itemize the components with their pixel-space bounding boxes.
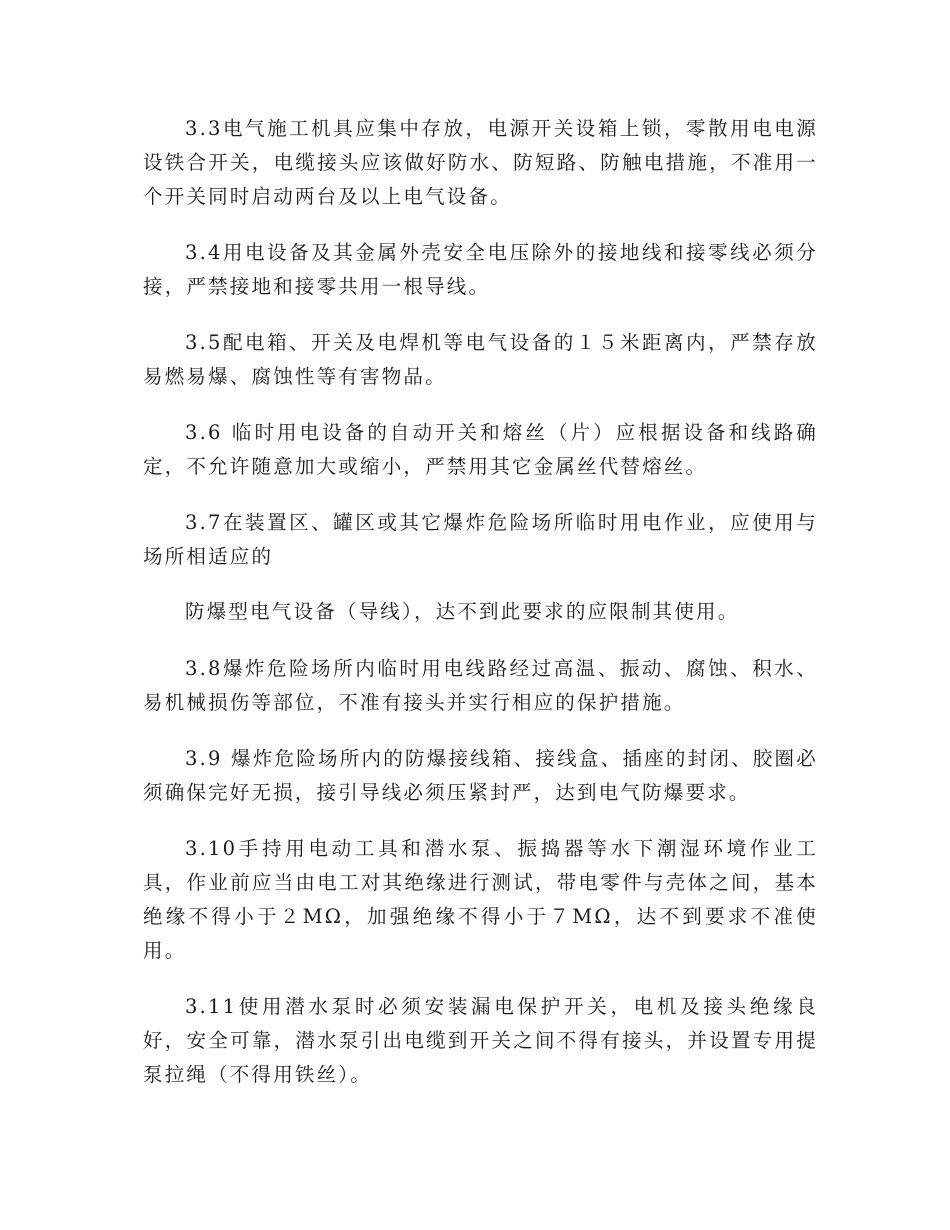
paragraph-3-8: 3.8爆炸危险场所内临时用电线路经过高温、振动、腐蚀、积水、易机械损伤等部位，不准有接头并实行相应的保护措施。 [143,657,818,714]
paragraph-3-10: 3.10手持用电动工具和潜水泵、振捣器等水下潮湿环境作业工具，作业前应当由电工对其绝缘进行测试，带电零件与壳体之间，基本绝缘不得小于２MΩ，加强绝缘不得小于７MΩ，达不到要求不准使用。 [143,837,818,962]
paragraph-3-7: 3.7在装置区、罐区或其它爆炸危险场所临时用电作业，应使用与场所相适应的 [143,511,818,568]
paragraph-3-11: 3.11使用潜水泵时必须安装漏电保护开关，电机及接头绝缘良好，安全可靠，潜水泵引出电缆到开关之间不得有接头，并设置专用提泵拉绳（不得用铁丝）。 [143,995,818,1086]
paragraph-3-3: 3.3电气施工机具应集中存放，电源开关设箱上锁，零散用电电源设铁合开关，电缆接头应该做好防水、防短路、防触电措施，不准用一个开关同时启动两台及以上电气设备。 [143,117,818,208]
paragraph-3-7-continued: 防爆型电气设备（导线），达不到此要求的应限制其使用。 [185,600,740,623]
paragraph-3-9: 3.9 爆炸危险场所内的防爆接线箱、接线盒、插座的封闭、胶圈必须确保完好无损，接引导线必须压紧封严，达到电气防爆要求。 [143,747,818,804]
paragraph-3-6: 3.6 临时用电设备的自动开关和熔丝（片）应根据设备和线路确定，不允许随意加大或缩小，严禁用其它金属丝代替熔丝。 [143,421,818,478]
paragraph-3-5: 3.5配电箱、开关及电焊机等电气设备的１５米距离内，严禁存放易燃易爆、腐蚀性等有害物品。 [143,331,818,388]
paragraph-3-4: 3.4用电设备及其金属外壳安全电压除外的接地线和接零线必须分接，严禁接地和接零共用一根导线。 [143,241,818,298]
